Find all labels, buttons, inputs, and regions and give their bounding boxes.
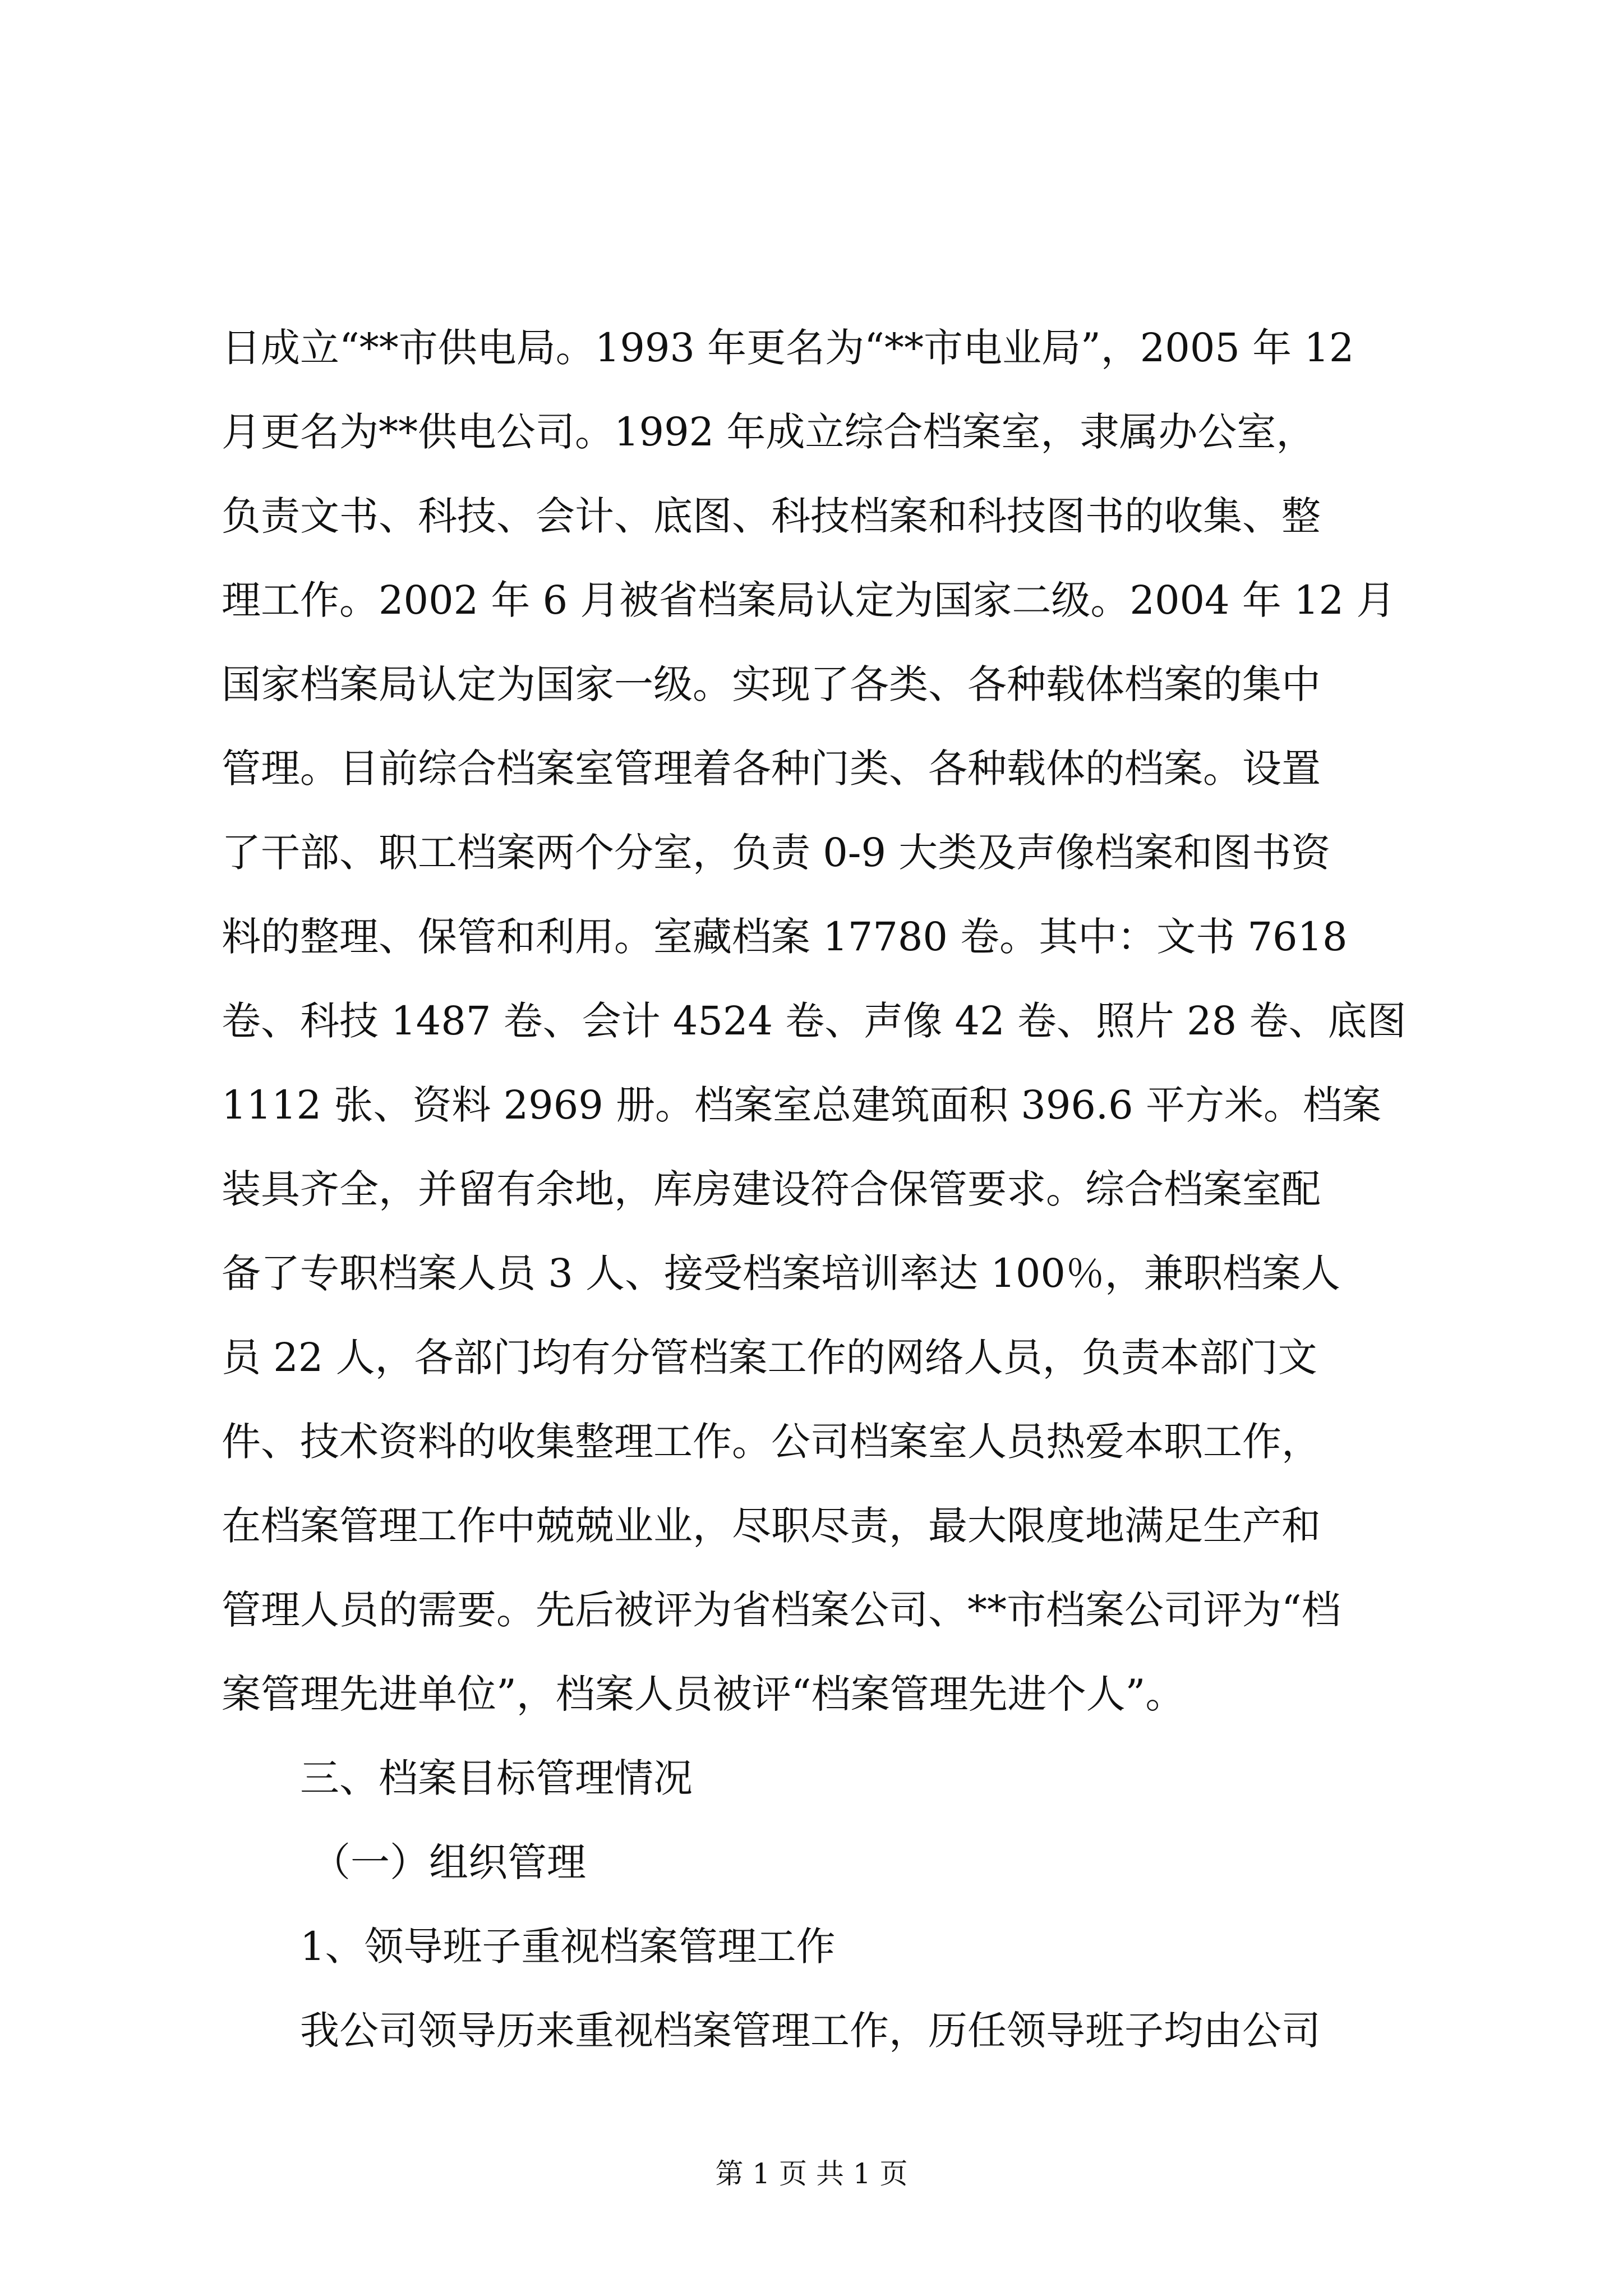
paragraph-line: 卷、科技 1487 卷、会计 4524 卷、声像 42 卷、照片 28 卷、底图 bbox=[222, 998, 1407, 1044]
paragraph-line: 管理人员的需要。先后被评为省档案公司、**市档案公司评为“档 bbox=[222, 1587, 1341, 1633]
paragraph-line: 员 22 人，各部门均有分管档案工作的网络人员，负责本部门文 bbox=[222, 1335, 1317, 1381]
paragraph-line: 了干部、职工档案两个分室，负责 0-9 大类及声像档案和图书资 bbox=[222, 830, 1331, 876]
paragraph-line: 案管理先进单位”，档案人员被评“档案管理先进个人”。 bbox=[222, 1671, 1185, 1717]
paragraph-line: 理工作。2002 年 6 月被省档案局认定为国家二级。2004 年 12 月 bbox=[222, 577, 1396, 623]
paragraph-line: 月更名为**供电公司。1992 年成立综合档案室，隶属办公室， bbox=[222, 409, 1316, 455]
page-footer: 第 1 页 共 1 页 bbox=[715, 2157, 908, 2190]
paragraph-line: 1112 张、资料 2969 册。档案室总建筑面积 396.6 平方米。档案 bbox=[222, 1082, 1381, 1128]
paragraph-line: 国家档案局认定为国家一级。实现了各类、各种载体档案的集中 bbox=[222, 661, 1321, 707]
paragraph-line: 负责文书、科技、会计、底图、科技档案和科技图书的收集、整 bbox=[222, 493, 1321, 539]
paragraph-line: 件、技术资料的收集整理工作。公司档案室人员热爱本职工作， bbox=[222, 1419, 1321, 1465]
subsection-heading: （一）组织管理 bbox=[311, 1839, 586, 1885]
paragraph-line: 在档案管理工作中兢兢业业，尽职尽责，最大限度地满足生产和 bbox=[222, 1503, 1321, 1549]
paragraph-line: 装具齐全，并留有余地，库房建设符合保管要求。综合档案室配 bbox=[222, 1166, 1321, 1212]
paragraph-line: 料的整理、保管和利用。室藏档案 17780 卷。其中：文书 7618 bbox=[222, 914, 1348, 960]
document-body bbox=[222, 306, 1422, 2073]
paragraph-line: 我公司领导历来重视档案管理工作，历任领导班子均由公司 bbox=[300, 2008, 1321, 2054]
section-heading: 三、档案目标管理情况 bbox=[300, 1755, 693, 1801]
paragraph-line: 日成立“**市供电局。1993 年更名为“**市电业局”，2005 年 12 bbox=[222, 325, 1354, 371]
item-heading: 1、领导班子重视档案管理工作 bbox=[300, 1924, 836, 1970]
paragraph-line: 备了专职档案人员 3 人、接受档案培训率达 100％，兼职档案人 bbox=[222, 1250, 1340, 1296]
paragraph-line: 管理。目前综合档案室管理着各种门类、各种载体的档案。设置 bbox=[222, 746, 1321, 792]
